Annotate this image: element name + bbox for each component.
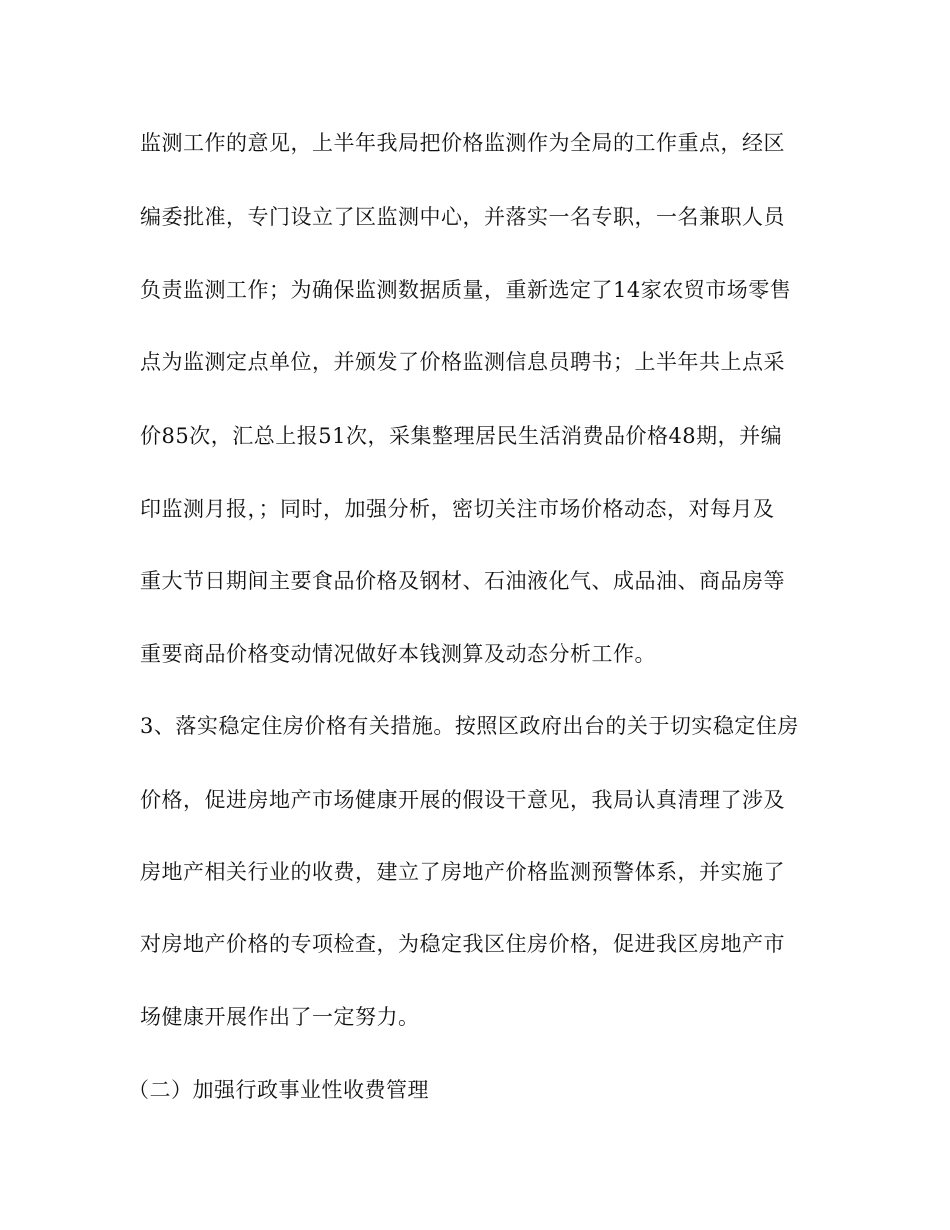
paragraph-line: 负责监测工作；为确保监测数据质量，重新选定了14家农贸市场零售 xyxy=(140,278,792,302)
paragraph-line: 编委批准，专门设立了区监测中心，并落实一名专职，一名兼职人员 xyxy=(140,205,785,229)
paragraph-line: 印监测月报，；同时，加强分析，密切关注市场价格动态，对每月及 xyxy=(140,497,775,521)
paragraph-line: 重大节日期间主要食品价格及钢材、石油液化气、成品油、商品房等 xyxy=(140,569,785,593)
paragraph-line: 价格，促进房地产市场健康开展的假设干意见，我局认真清理了涉及 xyxy=(140,788,785,812)
paragraph-line: 3、落实稳定住房价格有关措施。按照区政府出台的关于切实稳定住房 xyxy=(140,714,799,738)
paragraph-line: 价85次，汇总上报51次，采集整理居民生活消费品价格48期，并编 xyxy=(140,424,783,448)
section-heading: （二）加强行政事业性收费管理 xyxy=(128,1078,429,1102)
paragraph-line: 点为监测定点单位，并颁发了价格监测信息员聘书；上半年共上点采 xyxy=(140,350,785,374)
paragraph-line: 监测工作的意见，上半年我局把价格监测作为全局的工作重点，经区 xyxy=(140,131,785,155)
paragraph-line: 重要商品价格变动情况做好本钱测算及动态分析工作。 xyxy=(140,642,656,666)
paragraph-line: 对房地产价格的专项检查，为稳定我区住房价格，促进我区房地产市 xyxy=(140,932,785,956)
paragraph-line: 场健康开展作出了一定努力。 xyxy=(140,1005,420,1029)
paragraph-line: 房地产相关行业的收费，建立了房地产价格监测预警体系，并实施了 xyxy=(140,860,785,884)
